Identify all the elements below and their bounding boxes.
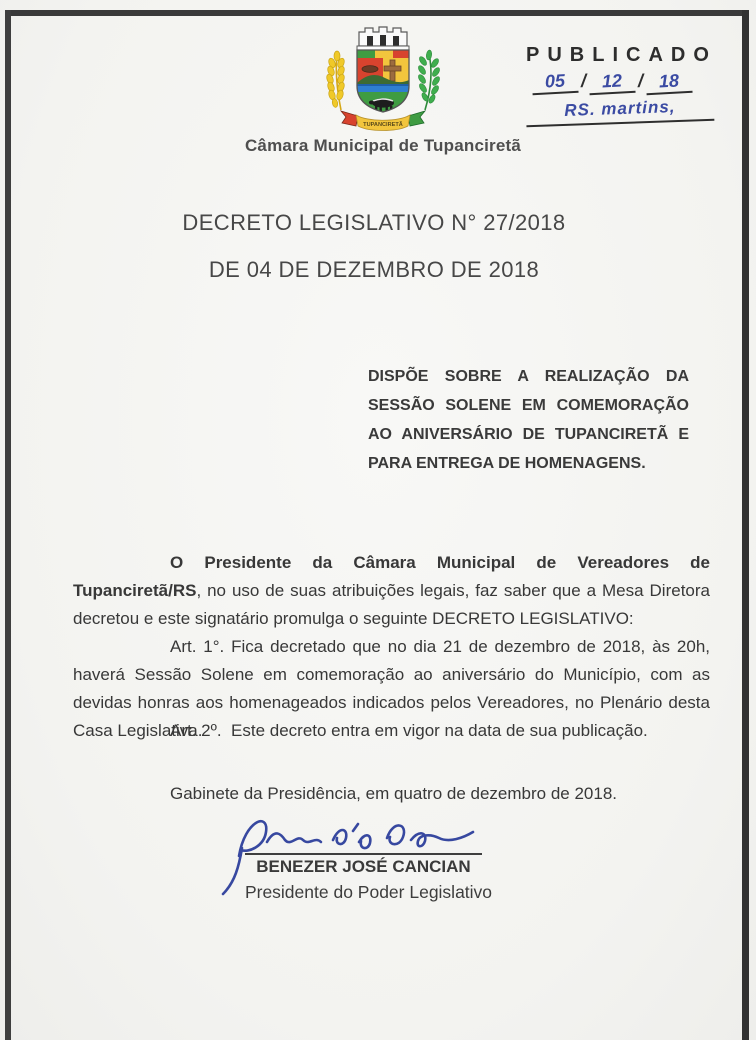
ribbon-text: TUPANCIRETÃ [363,122,403,128]
stamp-date-day: 05 [531,70,578,95]
document-title [78,210,670,283]
preamble-bold-text: O Presidente da Câmara Municipal de Vereadores de Tupanciretã/RS [73,553,710,600]
stamp-date-row [526,71,714,94]
closing-line: Gabinete da Presidência, em quatro de dezembro de 2018. [170,784,618,803]
preamble-paragraph [73,549,710,633]
publicado-stamp [526,44,717,124]
mural-crown-icon [357,27,409,50]
shield-fields [357,50,409,120]
ribbon-banner [341,111,425,131]
signer-name: BENEZER JOSÉ CANCIAN [256,857,471,876]
stamp-date-separator: / [638,71,644,91]
stamp-handwritten-note: RS. martins, [526,96,715,128]
decree-summary: DISPÕE SOBRE A REALIZAÇÃO DA SESSÃO SOLENE EM COMEMORAÇÃO AO ANIVERSÁRIO DE TUPANCIRETÃ E PARA ENTREGA DE HOMENAGENS. [368,368,689,472]
signer-role: Presidente do Poder Legislativo [244,882,493,902]
organization-name: Câmara Municipal de Tupanciretã [244,136,522,155]
article-1-paragraph: Art. 1°. Fica decretado que no dia 21 de dezembro de 2018, às 20h, haverá Sessão Solene em comemoração ao aniversário do Município, com as devidas honras aos homenageados indicados pelos Vereadores, no Plenário desta Casa Legislativa. [73,637,710,740]
stamp-date-separator: / [581,71,587,91]
decree-number: DECRETO LEGISLATIVO N° 27/2018 [182,210,566,235]
coat-of-arms-icon [312,24,454,136]
preamble-regular-text: , no uso de suas atribuições legais, faz saber que a Mesa Diretora decretou e este signatário promulga o seguinte DECRETO LEGISLATIVO: [73,581,710,628]
municipal-coat-of-arms [312,24,454,141]
stamp-title: PUBLICADO [526,44,717,66]
wheat-stalk-icon [325,51,345,110]
stamp-date-month: 12 [588,70,635,95]
signature-line [245,853,482,855]
page-border-right [742,10,749,1040]
decree-date: DE 04 DE DEZEMBRO DE 2018 [208,257,540,282]
stamp-date-year: 18 [645,70,692,95]
article-2-paragraph: Art. 2º. Este decreto entra em vigor na data de sua publicação. [170,721,648,740]
leaf-branch-icon [417,50,441,110]
page-border-top [5,10,749,16]
page-border-left [5,10,11,1040]
